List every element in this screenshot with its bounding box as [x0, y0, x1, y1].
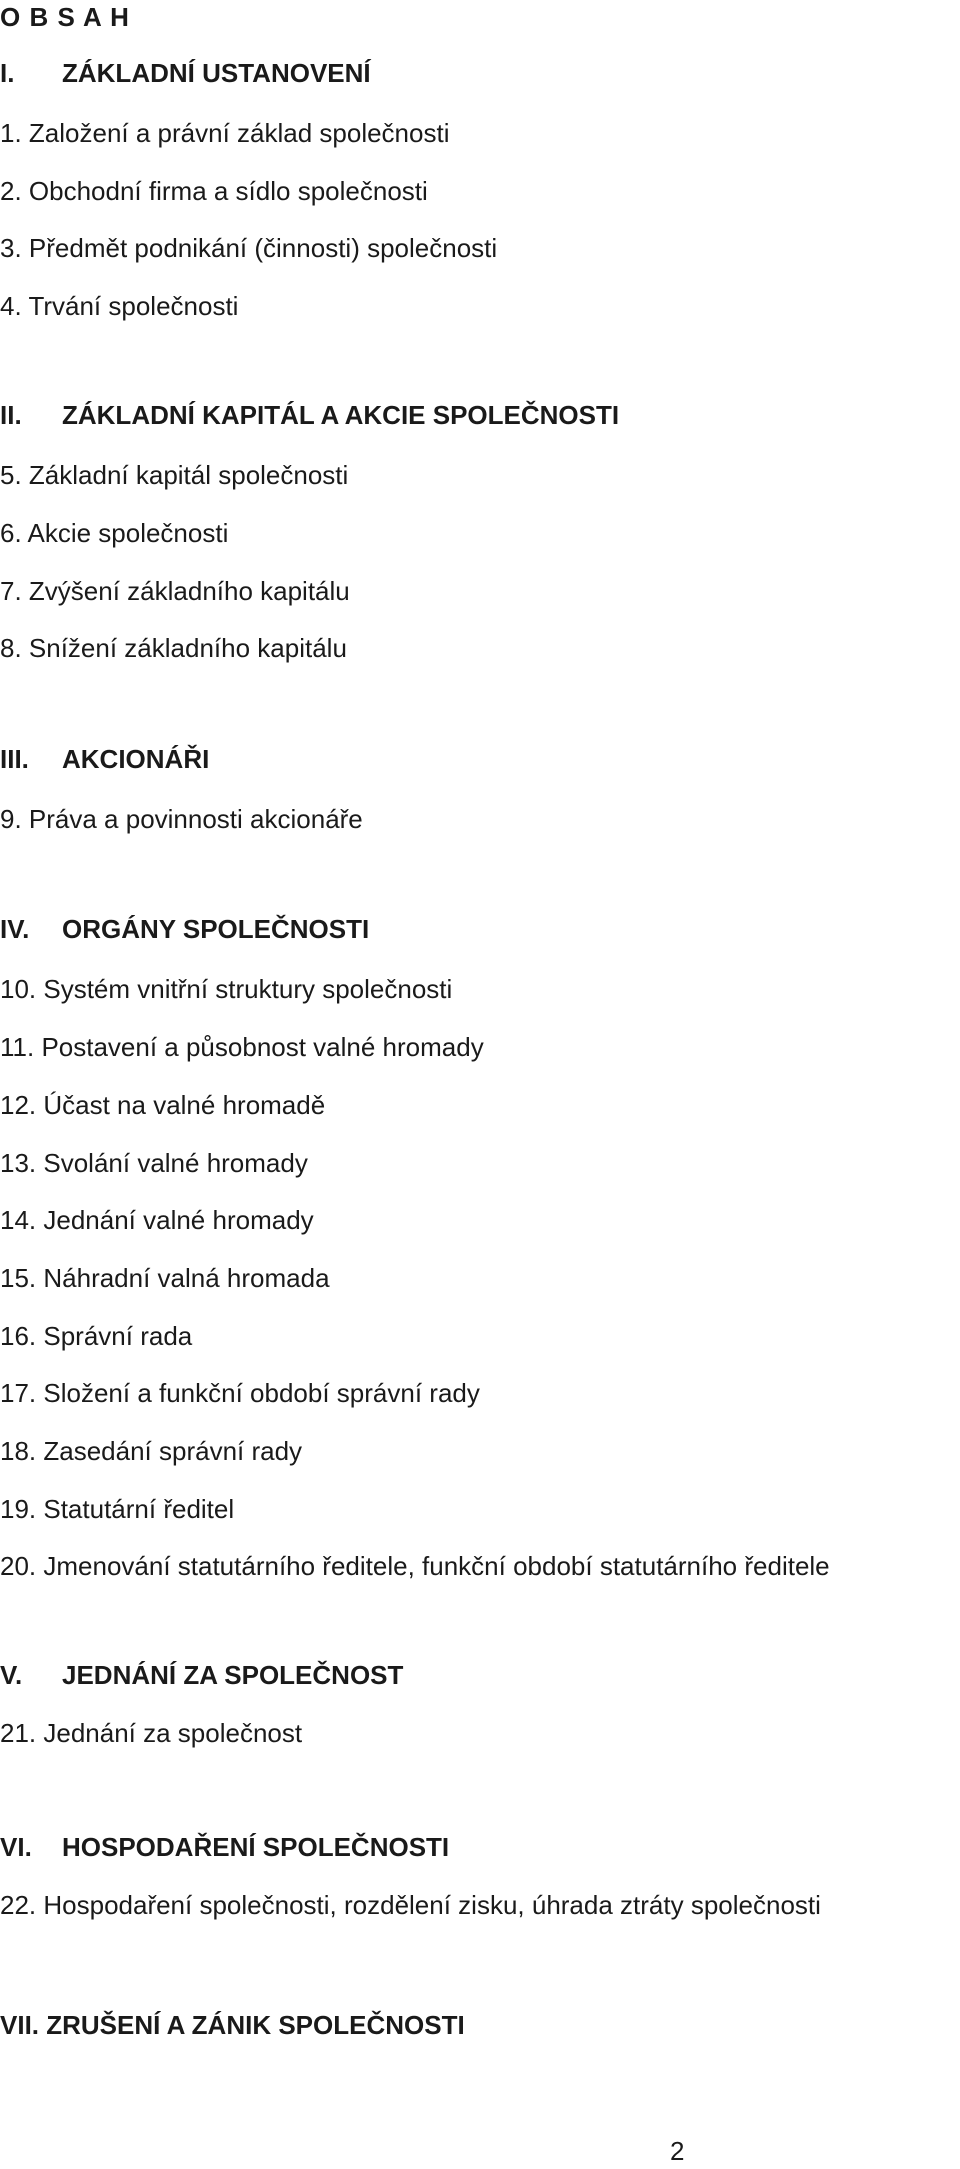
toc-item: 14. Jednání valné hromady	[0, 1205, 314, 1235]
toc-item: 17. Složení a funkční období správní rady	[0, 1378, 480, 1408]
toc-item: 2. Obchodní firma a sídlo společnosti	[0, 176, 428, 206]
section-title: ORGÁNY SPOLEČNOSTI	[62, 914, 370, 944]
page-number: 2	[670, 2136, 685, 2166]
toc-item: 11. Postavení a působnost valné hromady	[0, 1032, 484, 1062]
section-heading-2	[0, 402, 619, 428]
section-heading-1	[0, 60, 371, 86]
section-title: JEDNÁNÍ ZA SPOLEČNOST	[62, 1660, 404, 1690]
toc-item: 10. Systém vnitřní struktury společnosti	[0, 974, 453, 1004]
section-numeral: V.	[0, 1660, 23, 1690]
toc-item: 8. Snížení základního kapitálu	[0, 633, 347, 663]
toc-item: 1. Založení a právní základ společnosti	[0, 118, 450, 148]
toc-item: 3. Předmět podnikání (činnosti) společnosti	[0, 233, 498, 263]
toc-item: 13. Svolání valné hromady	[0, 1148, 308, 1178]
section-numeral: VI.	[0, 1832, 32, 1862]
section-heading-7	[0, 2012, 465, 2038]
toc-item: 5. Základní kapitál společnosti	[0, 460, 349, 490]
toc-item: 7. Zvýšení základního kapitálu	[0, 576, 350, 606]
section-numeral: III.	[0, 744, 29, 774]
section-numeral: II.	[0, 400, 22, 430]
section-heading-6	[0, 1834, 449, 1860]
toc-item: 12. Účast na valné hromadě	[0, 1090, 326, 1120]
toc-item: 4. Trvání společnosti	[0, 291, 239, 321]
section-numeral: I.	[0, 58, 15, 88]
section-title: ZÁKLADNÍ KAPITÁL A AKCIE SPOLEČNOSTI	[62, 400, 620, 430]
section-title: HOSPODAŘENÍ SPOLEČNOSTI	[62, 1832, 450, 1862]
toc-item: 16. Správní rada	[0, 1321, 193, 1351]
section-title: ZÁKLADNÍ USTANOVENÍ	[62, 58, 371, 88]
section-numeral: VII.	[0, 2010, 40, 2040]
section-heading-4	[0, 916, 369, 942]
section-title: AKCIONÁŘI	[62, 744, 210, 774]
toc-item: 18. Zasedání správní rady	[0, 1436, 303, 1466]
section-numeral: IV.	[0, 914, 30, 944]
toc-item: 20. Jmenování statutárního ředitele, funkční období statutárního ředitele	[0, 1551, 830, 1581]
section-heading-5	[0, 1662, 403, 1688]
document-title: O B S A H	[0, 2, 130, 32]
section-title: ZRUŠENÍ A ZÁNIK SPOLEČNOSTI	[46, 2010, 465, 2040]
toc-item: 21. Jednání za společnost	[0, 1718, 303, 1748]
section-heading-3	[0, 746, 209, 772]
toc-item: 22. Hospodaření společnosti, rozdělení zisku, úhrada ztráty společnosti	[0, 1890, 821, 1920]
toc-item: 19. Statutární ředitel	[0, 1494, 235, 1524]
toc-item: 6. Akcie společnosti	[0, 518, 229, 548]
toc-item: 15. Náhradní valná hromada	[0, 1263, 330, 1293]
toc-item: 9. Práva a povinnosti akcionáře	[0, 804, 363, 834]
